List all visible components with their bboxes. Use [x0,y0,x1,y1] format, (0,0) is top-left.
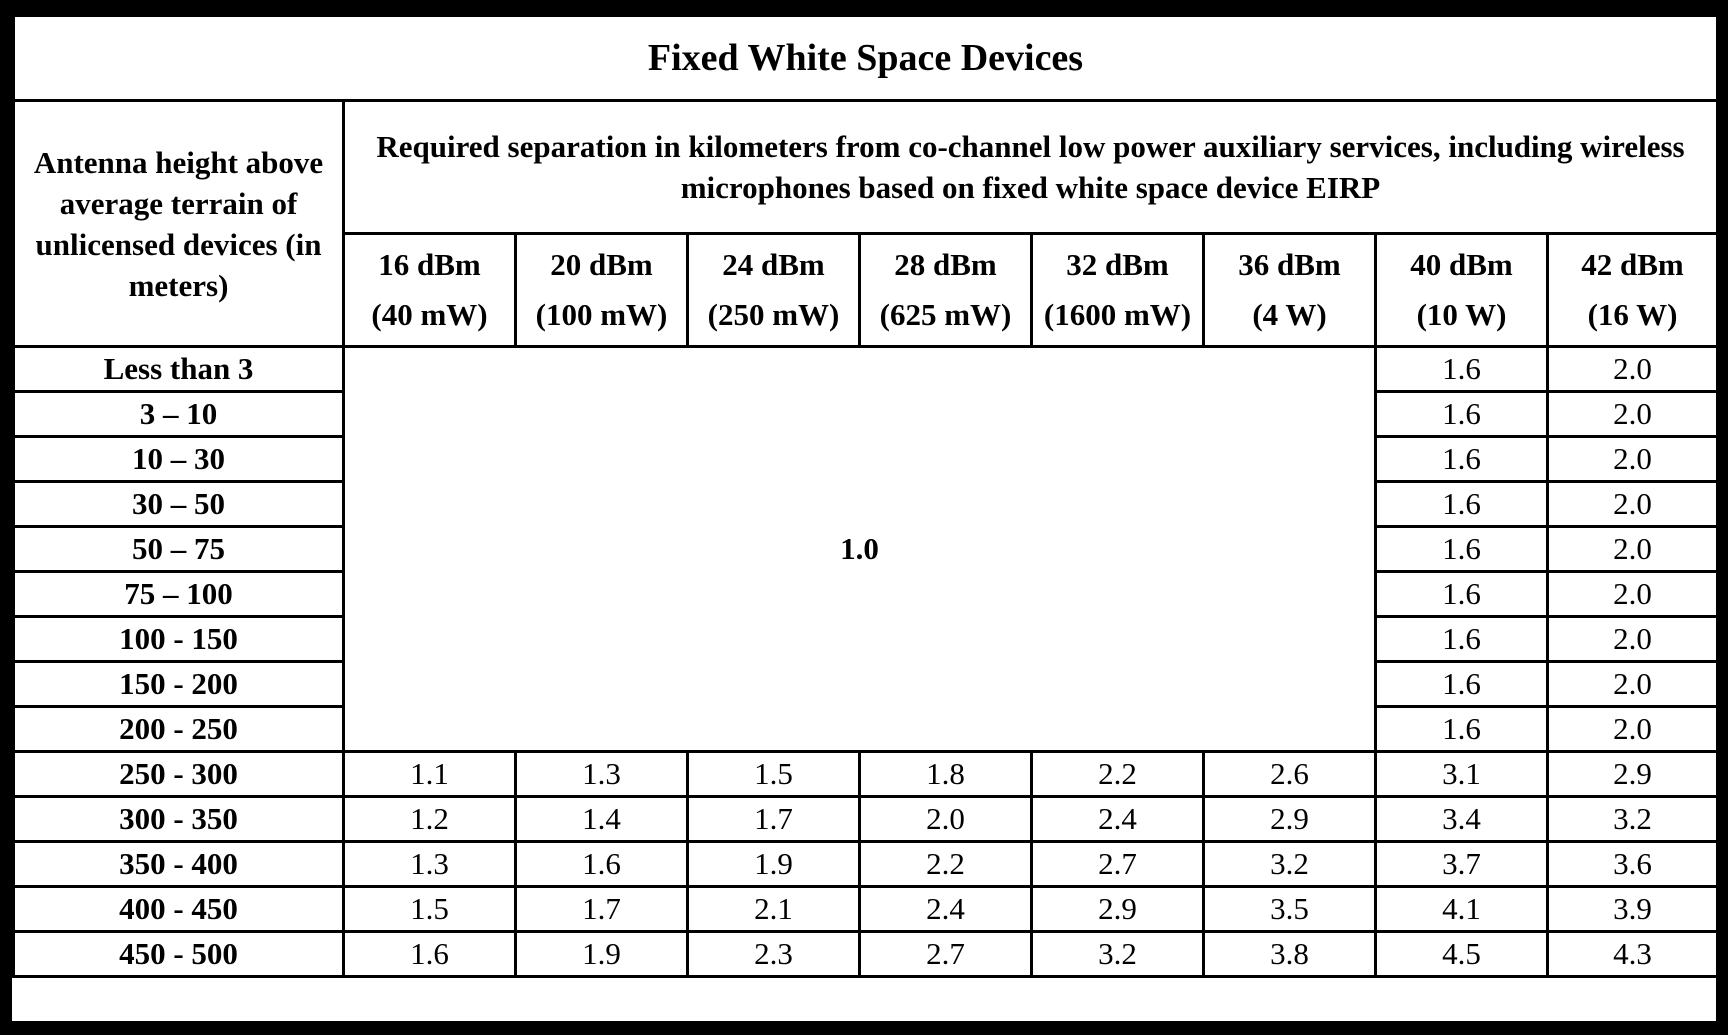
value-cell: 2.0 [1548,392,1718,437]
table-title: Fixed White Space Devices [14,16,1718,101]
power-dbm-label: 28 dBm [894,247,997,282]
value-cell: 3.4 [1376,797,1548,842]
value-cell: 1.3 [516,752,688,797]
table-row [14,752,1718,797]
table-row [14,797,1718,842]
value-cell: 2.7 [860,932,1032,977]
value-cell: 1.2 [344,797,516,842]
value-cell: 3.1 [1376,752,1548,797]
height-label: 350 - 400 [14,842,344,887]
antenna-height-header: Antenna height above average terrain of unlicensed devices (in meters) [14,101,344,347]
value-cell: 1.6 [1376,617,1548,662]
value-cell: 1.6 [344,932,516,977]
power-watt-label: (100 mW) [535,297,668,332]
value-cell: 2.0 [1548,707,1718,752]
height-label: 100 - 150 [14,617,344,662]
value-cell: 1.3 [344,842,516,887]
table-row [14,347,1718,392]
value-cell: 1.6 [1376,347,1548,392]
value-cell: 3.6 [1548,842,1718,887]
value-cell: 1.5 [688,752,860,797]
height-label: 150 - 200 [14,662,344,707]
value-cell: 2.0 [1548,437,1718,482]
power-header-24dbm [688,234,860,347]
value-cell: 1.4 [516,797,688,842]
power-header-28dbm [860,234,1032,347]
value-cell: 1.6 [1376,437,1548,482]
value-cell: 4.3 [1548,932,1718,977]
value-cell: 3.9 [1548,887,1718,932]
value-cell: 3.7 [1376,842,1548,887]
value-cell: 2.9 [1548,752,1718,797]
value-cell: 3.2 [1204,842,1376,887]
power-header-40dbm [1376,234,1548,347]
height-label: 10 – 30 [14,437,344,482]
power-dbm-label: 16 dBm [378,247,481,282]
power-watt-label: (250 mW) [707,297,840,332]
power-watt-label: (16 W) [1587,297,1678,332]
value-cell: 2.3 [688,932,860,977]
group-header-row [14,101,1718,234]
value-cell: 3.5 [1204,887,1376,932]
value-cell: 2.9 [1032,887,1204,932]
power-watt-label: (1600 mW) [1043,297,1192,332]
title-row [14,16,1718,101]
value-cell: 1.8 [860,752,1032,797]
value-cell: 1.6 [1376,527,1548,572]
power-header-32dbm [1032,234,1204,347]
power-dbm-label: 32 dBm [1066,247,1169,282]
value-cell: 2.0 [860,797,1032,842]
height-label: 450 - 500 [14,932,344,977]
value-cell: 2.1 [688,887,860,932]
value-cell: 3.2 [1032,932,1204,977]
value-cell: 1.7 [688,797,860,842]
value-cell: 2.0 [1548,617,1718,662]
power-dbm-label: 42 dBm [1581,247,1684,282]
value-cell: 2.7 [1032,842,1204,887]
merged-separation-value: 1.0 [344,347,1376,752]
height-label: 300 - 350 [14,797,344,842]
power-header-20dbm [516,234,688,347]
value-cell: 2.4 [860,887,1032,932]
table-row [14,842,1718,887]
value-cell: 1.5 [344,887,516,932]
value-cell: 2.4 [1032,797,1204,842]
table-row [14,932,1718,977]
value-cell: 2.2 [860,842,1032,887]
height-label: 200 - 250 [14,707,344,752]
height-label: 250 - 300 [14,752,344,797]
value-cell: 1.9 [688,842,860,887]
value-cell: 1.6 [1376,572,1548,617]
power-header-36dbm [1204,234,1376,347]
height-label: 400 - 450 [14,887,344,932]
value-cell: 1.6 [516,842,688,887]
value-cell: 1.6 [1376,482,1548,527]
value-cell: 2.0 [1548,527,1718,572]
power-header-16dbm [344,234,516,347]
value-cell: 4.1 [1376,887,1548,932]
value-cell: 2.0 [1548,482,1718,527]
table-frame [12,14,1716,1021]
value-cell: 2.9 [1204,797,1376,842]
height-label: 3 – 10 [14,392,344,437]
value-cell: 1.6 [1376,392,1548,437]
power-watt-label: (10 W) [1416,297,1507,332]
height-label: 50 – 75 [14,527,344,572]
power-dbm-label: 40 dBm [1410,247,1513,282]
value-cell: 1.9 [516,932,688,977]
value-cell: 1.6 [1376,662,1548,707]
power-watt-label: (40 mW) [371,297,488,332]
value-cell: 2.0 [1548,347,1718,392]
power-watt-label: (625 mW) [879,297,1012,332]
separation-group-header: Required separation in kilometers from co-channel low power auxiliary services, including wireless microphones based on fixed white space device EIRP [344,101,1718,234]
power-header-42dbm [1548,234,1718,347]
value-cell: 2.2 [1032,752,1204,797]
value-cell: 1.6 [1376,707,1548,752]
value-cell: 4.5 [1376,932,1548,977]
separation-table [12,14,1719,978]
height-label: 30 – 50 [14,482,344,527]
value-cell: 2.6 [1204,752,1376,797]
height-label: 75 – 100 [14,572,344,617]
height-label: Less than 3 [14,347,344,392]
value-cell: 2.0 [1548,572,1718,617]
value-cell: 2.0 [1548,662,1718,707]
power-dbm-label: 36 dBm [1238,247,1341,282]
value-cell: 3.2 [1548,797,1718,842]
power-dbm-label: 24 dBm [722,247,825,282]
power-watt-label: (4 W) [1252,297,1327,332]
value-cell: 1.7 [516,887,688,932]
value-cell: 1.1 [344,752,516,797]
power-dbm-label: 20 dBm [550,247,653,282]
value-cell: 3.8 [1204,932,1376,977]
table-row [14,887,1718,932]
